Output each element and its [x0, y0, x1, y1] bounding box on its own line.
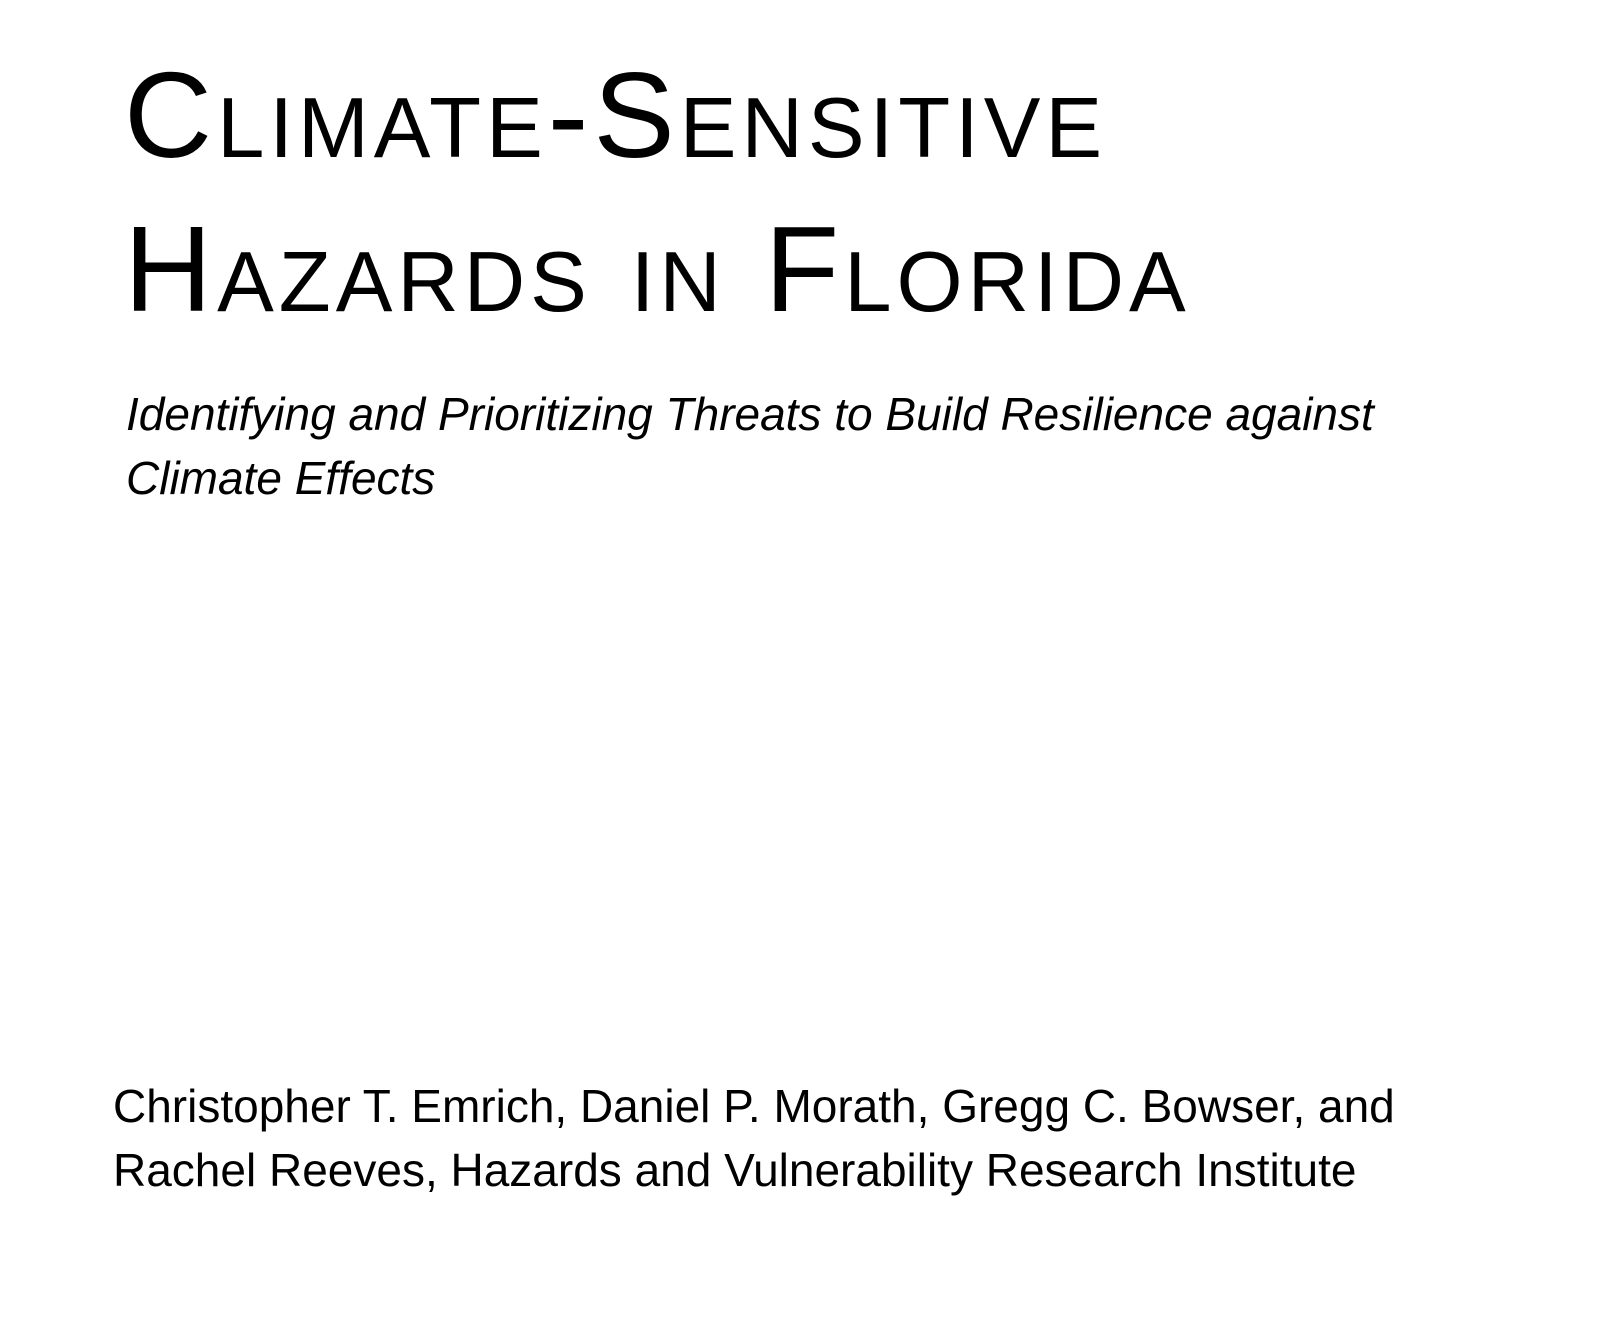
subtitle: [126, 382, 1566, 510]
title-line-2: Hazards in Florida: [124, 201, 1191, 337]
title-line-1: Climate-Sensitive: [124, 47, 1108, 183]
authors: [113, 1074, 1593, 1202]
page-title: [124, 38, 1191, 346]
authors-line-1: Christopher T. Emrich, Daniel P. Morath, Gregg C. Bowser, and: [113, 1080, 1395, 1132]
subtitle-line-1: Identifying and Prioritizing Threats to Build Resilience against: [126, 388, 1374, 440]
subtitle-line-2: Climate Effects: [126, 452, 436, 504]
authors-line-2: Rachel Reeves, Hazards and Vulnerability Research Institute: [113, 1144, 1357, 1196]
